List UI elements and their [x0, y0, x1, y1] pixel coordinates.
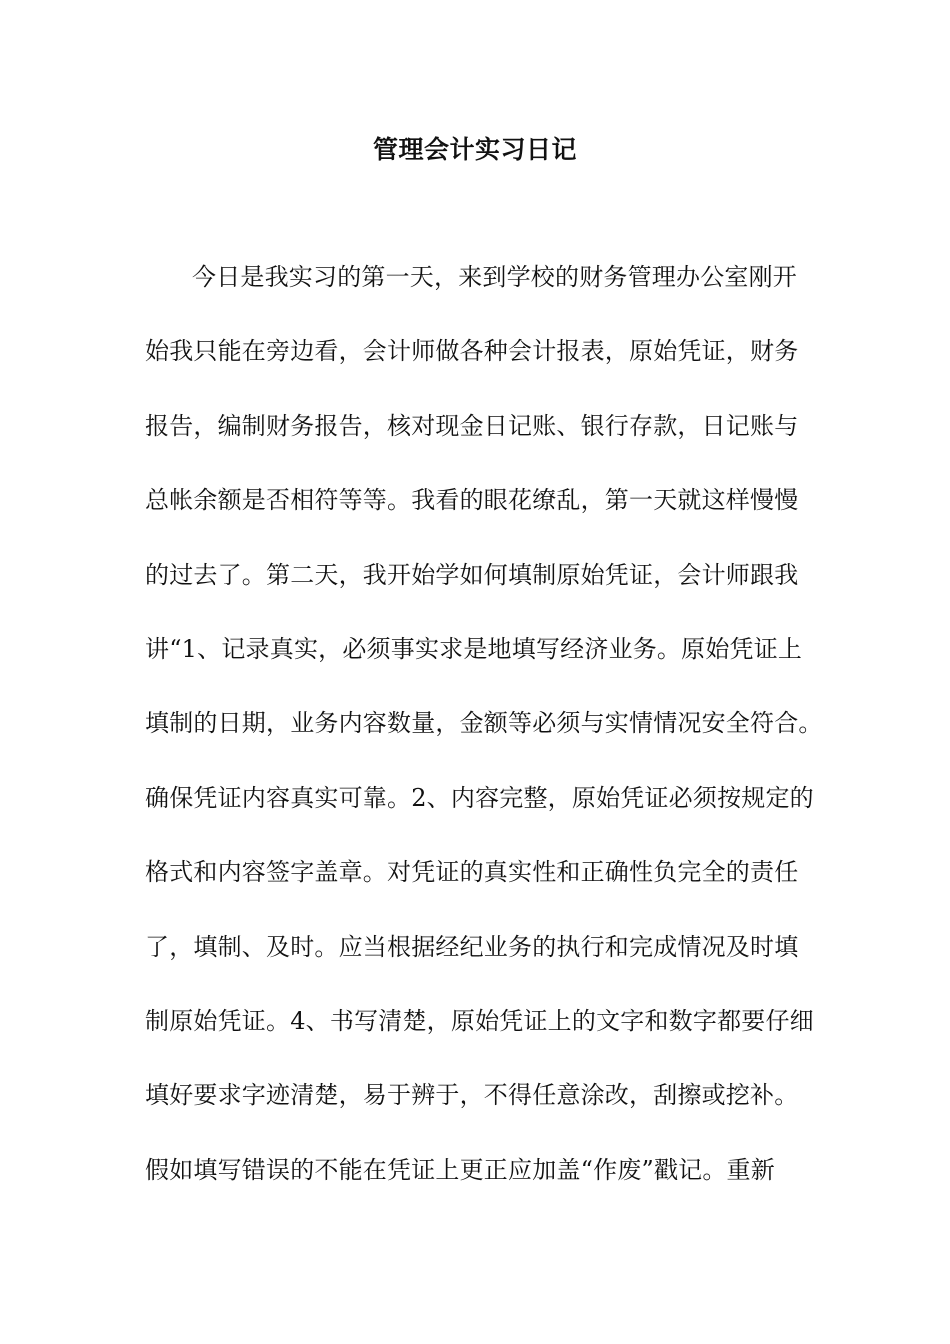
text-line: 今日是我实习的第一天，来到学校的财务管理办公室刚开	[192, 263, 797, 291]
text-line: 的过去了。第二天，我开始学如何填制原始凭证，会计师跟我	[145, 560, 799, 589]
text-line: 了，填制、及时。应当根据经纪业务的执行和完成情况及时填	[145, 932, 799, 961]
text-line: 讲“1、记录真实，必须事实求是地填写经济业务。原始凭证上	[145, 634, 803, 663]
text-line: 确保凭证内容真实可靠。2、内容完整，原始凭证必须按规定的	[145, 783, 814, 812]
text-line: 总帐余额是否相符等等。我看的眼花缭乱，第一天就这样慢慢	[145, 486, 799, 515]
text-line: 格式和内容签字盖章。对凭证的真实性和正确性负完全的责任	[145, 858, 799, 887]
text-line: 假如填写错误的不能在凭证上更正应加盖“作废”戳记。重新	[145, 1155, 775, 1184]
text-line: 始我只能在旁边看，会计师做各种会计报表，原始凭证，财务	[145, 337, 799, 366]
document-title: 管理会计实习日记	[372, 135, 577, 164]
text-line: 报告，编制财务报告，核对现金日记账、银行存款，日记账与	[145, 411, 799, 440]
text-line: 制原始凭证。4、书写清楚，原始凭证上的文字和数字都要仔细	[145, 1006, 814, 1035]
body-paragraph	[145, 259, 845, 1226]
text-line: 填制的日期，业务内容数量，金额等必须与实情情况安全符合。	[145, 709, 823, 738]
text-line: 填好要求字迹清楚，易于辨于，不得任意涂改，刮擦或挖补。	[145, 1081, 799, 1110]
